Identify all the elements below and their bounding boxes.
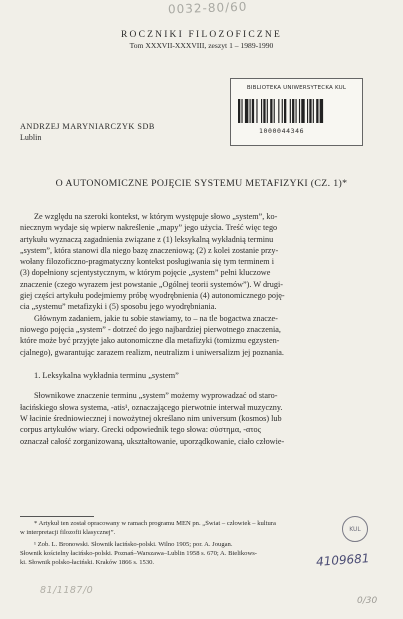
library-stamp: KUL <box>342 516 368 542</box>
section-heading: 1. Leksykalna wykładnia terminu „system” <box>34 371 179 381</box>
article-title: O AUTONOMICZNE POJĘCIE SYSTEMU METAFIZYKI (CZ. 1)* <box>55 178 348 189</box>
handwritten-number: 4109681 <box>315 551 370 569</box>
author-city: Lublin <box>20 133 42 142</box>
paragraph-line: niecznym wydaje się wpierw nakreślenie „mapy” jego użycia. Treść więc tego <box>20 223 278 233</box>
footnote-line: w interpretacji filozofii klasycznej”. <box>20 528 116 536</box>
footnote-line: * Artykuł ten został opracowany w ramach programu MEN pn. „Świat – człowiek – kultura <box>34 520 276 527</box>
paragraph-line: W łacinie średniowiecznej i nowożytnej określano nim universum (kosmos) lub <box>20 413 282 423</box>
pencil-note-bottom-right: 0/30 <box>357 596 378 606</box>
paragraph-line: giej części artykułu podejmiemy próbę wyodrębnienia (4) autonomicznego poję- <box>20 291 285 301</box>
footnote-line: ki. Słownik polsko-łaciński. Kraków 1866 s. 1530. <box>20 558 155 566</box>
footnote-line: Słownik kościelny łacińsko-polski. Poznań–Warszawa–Lublin 1958 s. 670; A. Bielikows- <box>20 549 258 557</box>
paragraph-line: Głównym zadaniem, jakie tu sobie stawiamy, to – na tle bogactwa znacze- <box>34 313 278 323</box>
article-body <box>20 211 391 447</box>
paragraph-line: Słownikowe znaczenie terminu „system” możemy wyprowadzać od staro- <box>34 391 278 401</box>
paragraph-line: znaczenie (czego wyrazem jest powstanie „Ogólnej teorii systemów”). W drugi- <box>20 279 283 289</box>
barcode-icon <box>238 99 355 125</box>
paragraph-line: Ze względu na szeroki kontekst, w którym występuje słowo „system”, ko- <box>34 212 278 221</box>
author-name: ANDRZEJ MARYNIARCZYK SDB <box>20 122 155 131</box>
pencil-note-bottom-left: 81/1187/0 <box>40 585 94 596</box>
paragraph-line: wołany filozoficzno-pragmatyczny kontekst posługiwania się tym terminem i <box>20 257 274 267</box>
footnote-1 <box>20 520 380 538</box>
footnote-line: ¹ Zob. L. Bronowski. Słownik łacińsko-polski. Wilno 1905; por. A. Jougan. <box>34 541 233 548</box>
paragraph-line: corpus artykułów wiary. Grecki odpowiednik tego słowa: σύστημα, -ατος <box>20 425 261 435</box>
paragraph-line: (3) dopełniony scjentystycznym, w którym pojęcie „system” pełni kluczowe <box>20 268 271 278</box>
paragraph-line: cia „systemu” metafizyki i (5) sposobu jego wyodrębniania. <box>20 302 217 312</box>
paragraph-line: artykułu wyznaczą zagadnienia związane z (1) leksykalną wykładnią terminu <box>20 234 274 244</box>
pencil-note-top: 0032-80/60 <box>167 0 248 17</box>
journal-volume: Tom XXXVII-XXXVIII, zeszyt 1 – 1989-1990 <box>129 41 274 50</box>
paragraph-line: które może być przyjęte jako autonomiczne dla metafizyki (tomizmu egzysten- <box>20 336 280 346</box>
paragraph-line: łacińskiego słowa systema, -atis¹, oznaczającego pierwotnie interwał muzyczny. <box>20 402 283 412</box>
barcode-number: 1000044346 <box>259 127 305 135</box>
paragraph-line: „system”, która stanowi dla niego bazę znaczeniową; (2) z kolei zostanie przy- <box>20 245 279 255</box>
library-barcode-label <box>230 78 363 146</box>
paragraph-line: niowego pojęcia „system” - dotrzeć do jego najbardziej pierwotnego znaczenia, <box>20 324 281 334</box>
journal-name: ROCZNIKI FILOZOFICZNE <box>121 30 282 40</box>
paragraph-line: oznaczał całość zorganizowaną, ukształtowanie, uporządkowanie, ciało człowie- <box>20 436 285 446</box>
library-name: BIBLIOTEKA UNIWERSYTECKA KUL <box>246 85 347 91</box>
paragraph-line: cjalnego), gwarantując zarazem realizm, neutralizm i uniwersalizm jej poznania. <box>20 347 284 357</box>
footnote-divider <box>20 516 94 517</box>
